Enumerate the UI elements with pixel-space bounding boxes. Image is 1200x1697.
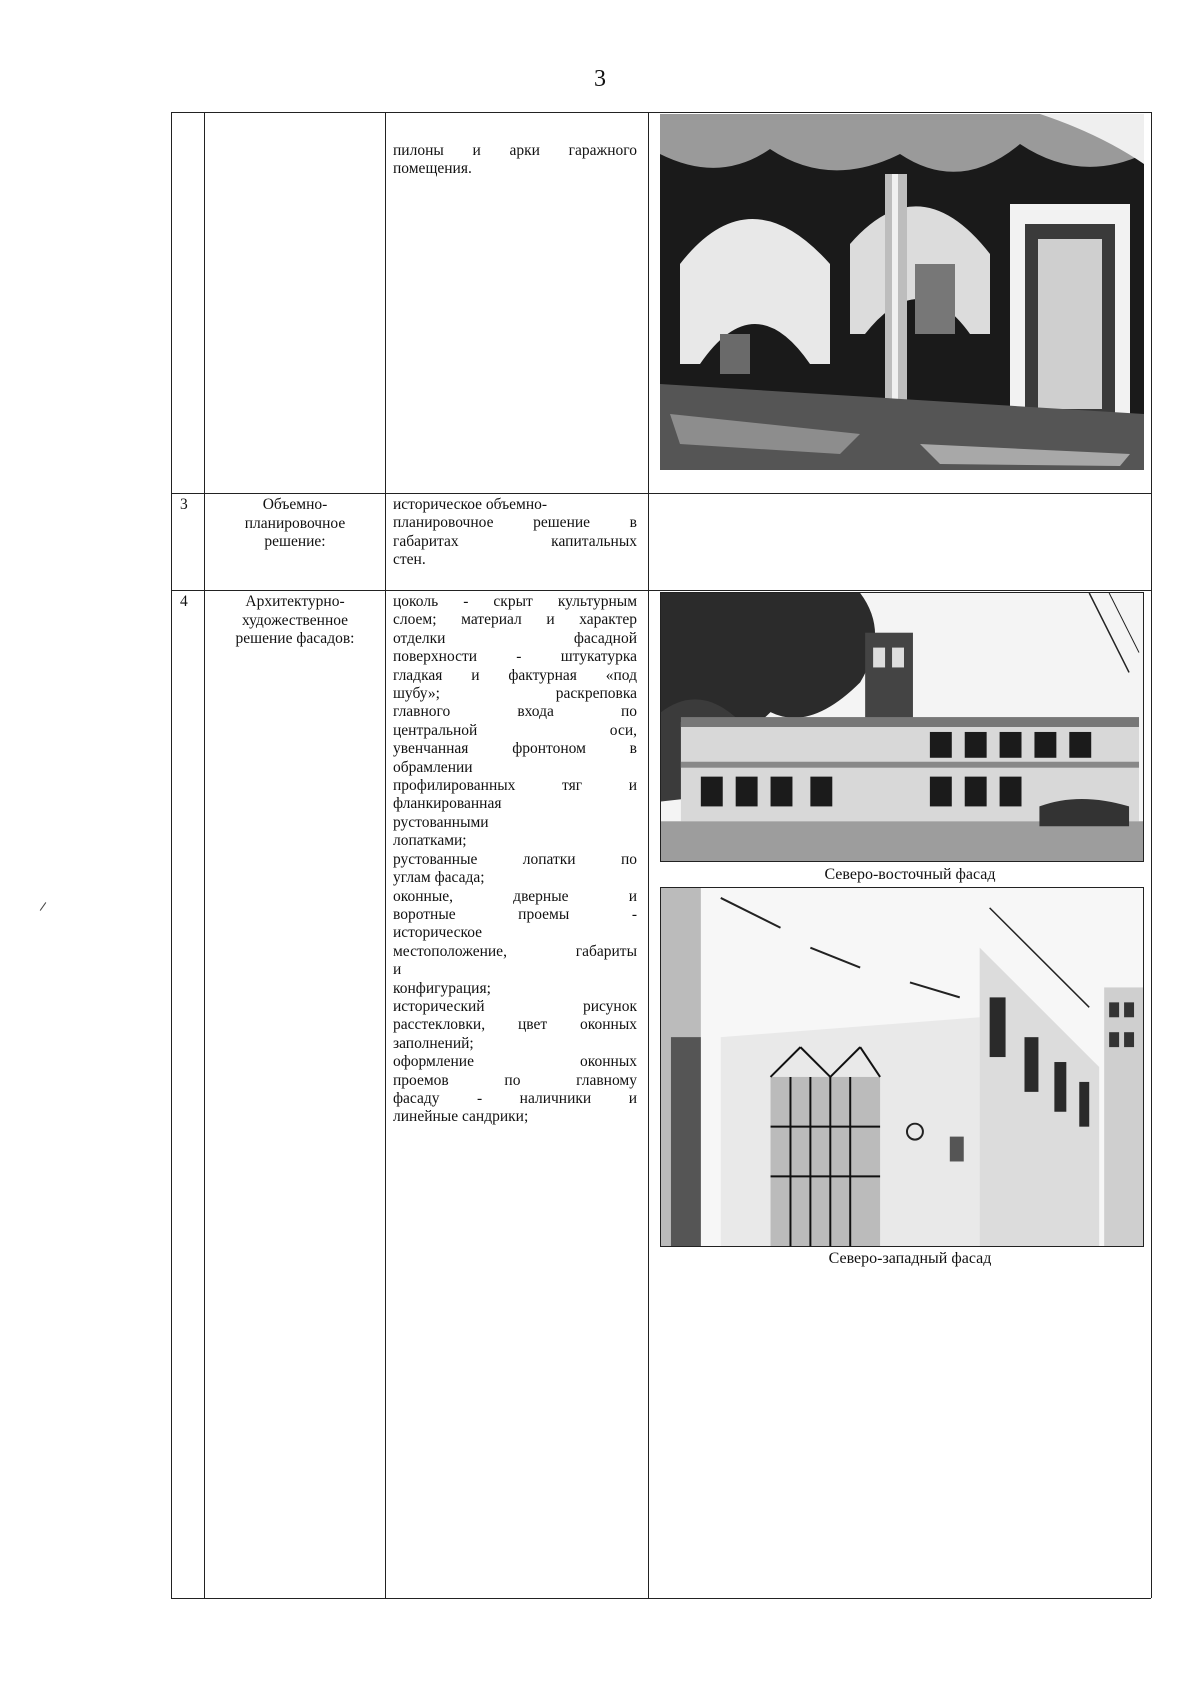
row-3-label-line: решение: (264, 533, 326, 551)
photo-northwest-facade (660, 887, 1144, 1247)
row-4-description-line: рустованные лопатки по (393, 850, 637, 868)
row-4-description-line: и (393, 961, 402, 979)
row-4-description-line: гладкая и фактурная «под (393, 666, 637, 684)
row-4-description-line: расстекловки, цвет оконных (393, 1016, 637, 1034)
row-4-description-line: центральной оси, (393, 721, 637, 739)
row-4-description-line: отделки фасадной (393, 629, 637, 647)
col-divider-number (204, 112, 205, 1598)
row-4-label (205, 593, 385, 649)
row-4-description-line: увенчанная фронтоном в (393, 740, 637, 758)
row-4-description (393, 593, 637, 1127)
row-4-description-line: углам фасада; (393, 869, 485, 887)
row-4-description-line: шубу»; раскреповка (393, 685, 637, 703)
caption-northwest-facade: Северо-западный фасад (828, 1250, 992, 1267)
row-separator-3 (171, 493, 1151, 494)
scan-mark (40, 902, 47, 911)
table-left-border (171, 112, 172, 1598)
row-4-description-line: историческое (393, 924, 483, 942)
row-4-description-line: поверхности - штукатурка (393, 648, 637, 666)
page-number: 3 (594, 66, 606, 92)
row-3-description-line: планировочное решение в (393, 514, 637, 532)
row-4-description-line: воротные проемы - (393, 905, 637, 923)
row-4-description-line: конфигурация; (393, 979, 491, 997)
row-4-label-line: художественное (241, 611, 349, 629)
row-4-label-line: Архитектурно- (245, 593, 345, 610)
row-4-description-line: профилированных тяг и (393, 777, 637, 795)
continued-row-description: пилоны и арки гаражного помещения. (393, 142, 637, 178)
row-3-label (205, 496, 385, 552)
row-4-description-line: лопатками; (393, 832, 467, 850)
row-4-description-line: слоем; материал и характер (393, 611, 637, 629)
row-3-description-line: габаритах капитальных (393, 532, 637, 550)
row-4-description-line: оконные, дверные и (393, 887, 637, 905)
row-separator-4 (171, 590, 1151, 591)
row-4-description-line: цоколь - скрыт культурным (393, 593, 637, 610)
row-4-description-line: заполнений; (393, 1034, 474, 1052)
table-top-border (171, 112, 1151, 113)
table-right-border (1151, 112, 1152, 1598)
row-4-description-line: рустованными (393, 813, 489, 831)
col-divider-description (648, 112, 649, 1598)
row-4-description-line: проемов по главному (393, 1071, 637, 1089)
photo-garage (660, 114, 1144, 470)
col-divider-label (385, 112, 386, 1598)
row-4-description-line: фасаду - наличники и (393, 1089, 637, 1107)
garage-photo-image (660, 114, 1144, 470)
row-4-description-line: главного входа по (393, 703, 637, 721)
row-3-description (393, 496, 637, 570)
row-4-description-line: линейные сандрики; (393, 1108, 529, 1126)
row-3-label-line: Объемно- (262, 496, 328, 513)
row-3-label-line: планировочное (244, 514, 346, 532)
photo-northeast-facade (660, 592, 1144, 862)
row-3-description-line: историческое объемно- (393, 496, 548, 513)
northeast-facade-image (661, 593, 1143, 861)
row-3-number: 3 (180, 496, 188, 513)
row-4-description-line: фланкированная (393, 795, 502, 813)
caption-northeast-facade: Северо-восточный фасад (824, 866, 996, 883)
row-4-label-line: решение фасадов: (235, 630, 355, 648)
row-4-description-line: исторический рисунок (393, 997, 637, 1015)
row-4-number: 4 (180, 593, 188, 610)
row-4-description-line: местоположение, габариты (393, 942, 637, 960)
row-4-description-line: оформление оконных (393, 1053, 637, 1071)
row-3-description-line: стен. (393, 551, 426, 569)
northwest-facade-image (661, 888, 1143, 1246)
table-bottom-border (171, 1598, 1151, 1599)
row-4-description-line: обрамлении (393, 758, 473, 776)
